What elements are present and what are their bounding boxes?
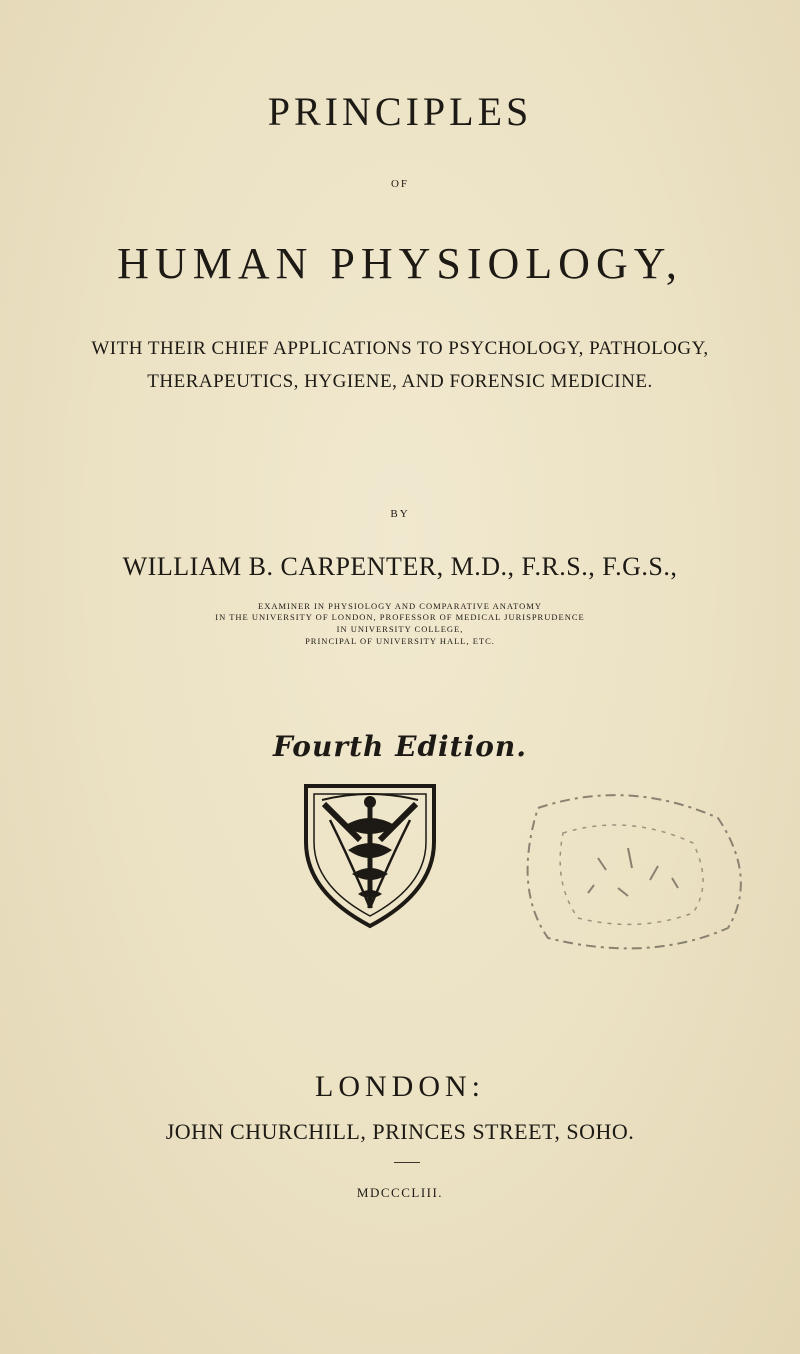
title-connector: OF: [390, 178, 410, 190]
caduceus-shield-icon: [300, 780, 440, 930]
imprint-city: LONDON:: [315, 1070, 485, 1103]
credential-line: IN THE UNIVERSITY OF LONDON, PROFESSOR OF MEDICAL JURISPRUDENCE: [215, 612, 585, 622]
credential-line: EXAMINER IN PHYSIOLOGY AND COMPARATIVE ANATOMY: [258, 601, 542, 611]
imprint-publisher: JOHN CHURCHILL, PRINCES STREET, SOHO.: [165, 1119, 635, 1144]
credential-line: IN UNIVERSITY COLLEGE,: [336, 624, 464, 634]
description-line-2: THERAPEUTICS, HYGIENE, AND FORENSIC MEDICINE.: [147, 371, 653, 392]
book-subject: HUMAN PHYSIOLOGY,: [117, 239, 683, 288]
edition-label: Fourth Edition.: [272, 730, 528, 763]
book-title: PRINCIPLES: [267, 89, 533, 134]
by-line: BY: [390, 508, 410, 520]
divider-rule: [394, 1162, 420, 1163]
description-line-1: WITH THEIR CHIEF APPLICATIONS TO PSYCHOLOGY, PATHOLOGY,: [91, 338, 709, 359]
credential-line: PRINCIPAL OF UNIVERSITY HALL, ETC.: [305, 636, 495, 646]
author-name: WILLIAM B. CARPENTER, M.D., F.R.S., F.G.S.,: [122, 552, 678, 581]
imprint-date: MDCCCLIII.: [356, 1185, 444, 1200]
faded-library-stamp-icon: [508, 788, 748, 958]
